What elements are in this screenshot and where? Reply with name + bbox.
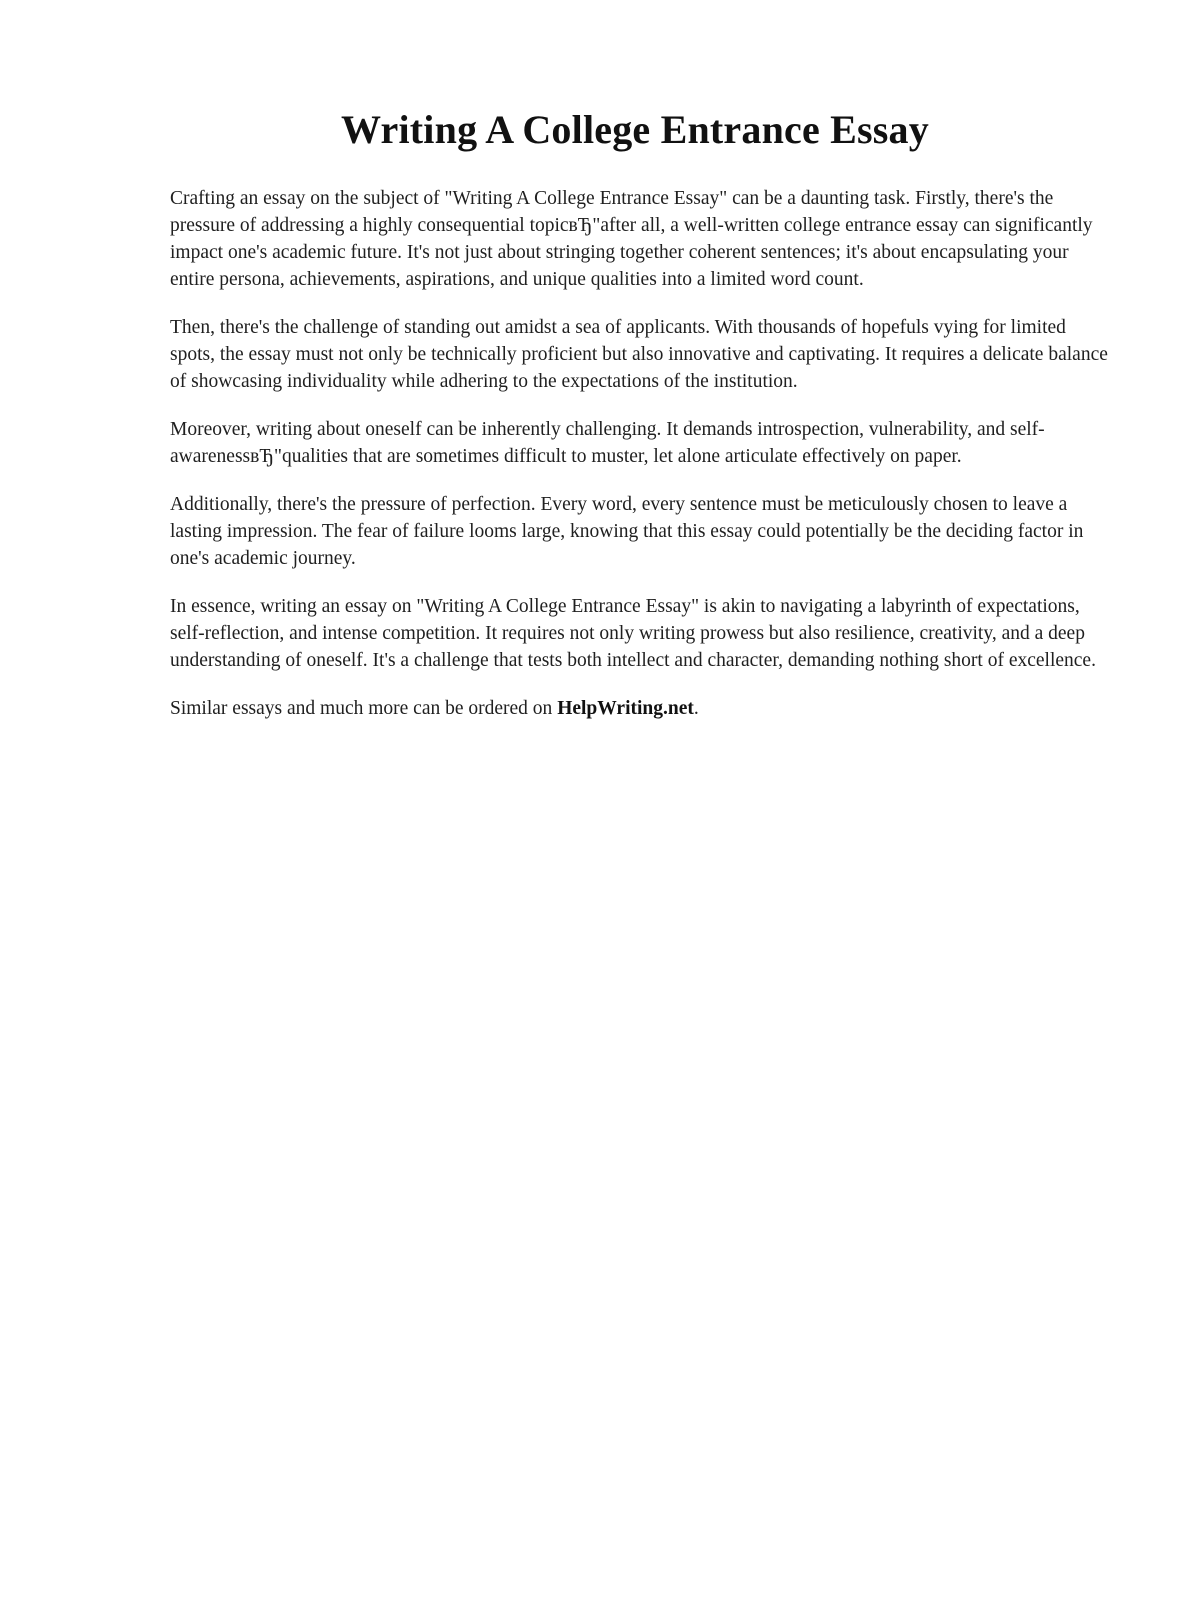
paragraph-5: In essence, writing an essay on "Writing A College Entrance Essay" is akin to navigating a labyrinth of expectations, self-reflection, and intense competition. It requires not only writing prowess but also resilience, creativity, and a deep understanding of oneself. It's a challenge that tests both intellect and character, demanding nothing short of excellence. <box>170 596 1096 671</box>
essay-body <box>170 185 1110 722</box>
paragraph-2: Then, there's the challenge of standing out amidst a sea of applicants. With thousands of hopefuls vying for limited spots, the essay must not only be technically proficient but also innovative and captivating. It requires a delicate balance of showcasing individuality while adhering to the expectations of the institution. <box>170 317 1108 392</box>
paragraph-4: Additionally, there's the pressure of perfection. Every word, every sentence must be meticulously chosen to leave a lasting impression. The fear of failure looms large, knowing that this essay could potentially be the deciding factor in one's academic journey. <box>170 494 1084 569</box>
brand-link[interactable]: HelpWriting.net <box>557 698 694 719</box>
paragraph-1: Crafting an essay on the subject of "Writing A College Entrance Essay" can be a daunting task. Firstly, there's the pressure of addressing a highly consequential topicвЂ"after all, a well-written college entrance essay can significantly impact one's academic future. It's not just about stringing together coherent sentences; it's about encapsulating your entire persona, achievements, aspirations, and unique qualities into a limited word count. <box>170 188 1093 290</box>
footer-prefix: Similar essays and much more can be ordered on <box>170 698 558 719</box>
paragraph-3: Moreover, writing about oneself can be inherently challenging. It demands introspection, vulnerability, and self-awarenessвЂ"qualities that are sometimes difficult to muster, let alone articulate effectively on paper. <box>170 419 1045 467</box>
footer-suffix: . <box>693 698 699 719</box>
footer-line <box>170 695 1110 722</box>
page-title: Writing A College Entrance Essay <box>341 107 929 152</box>
